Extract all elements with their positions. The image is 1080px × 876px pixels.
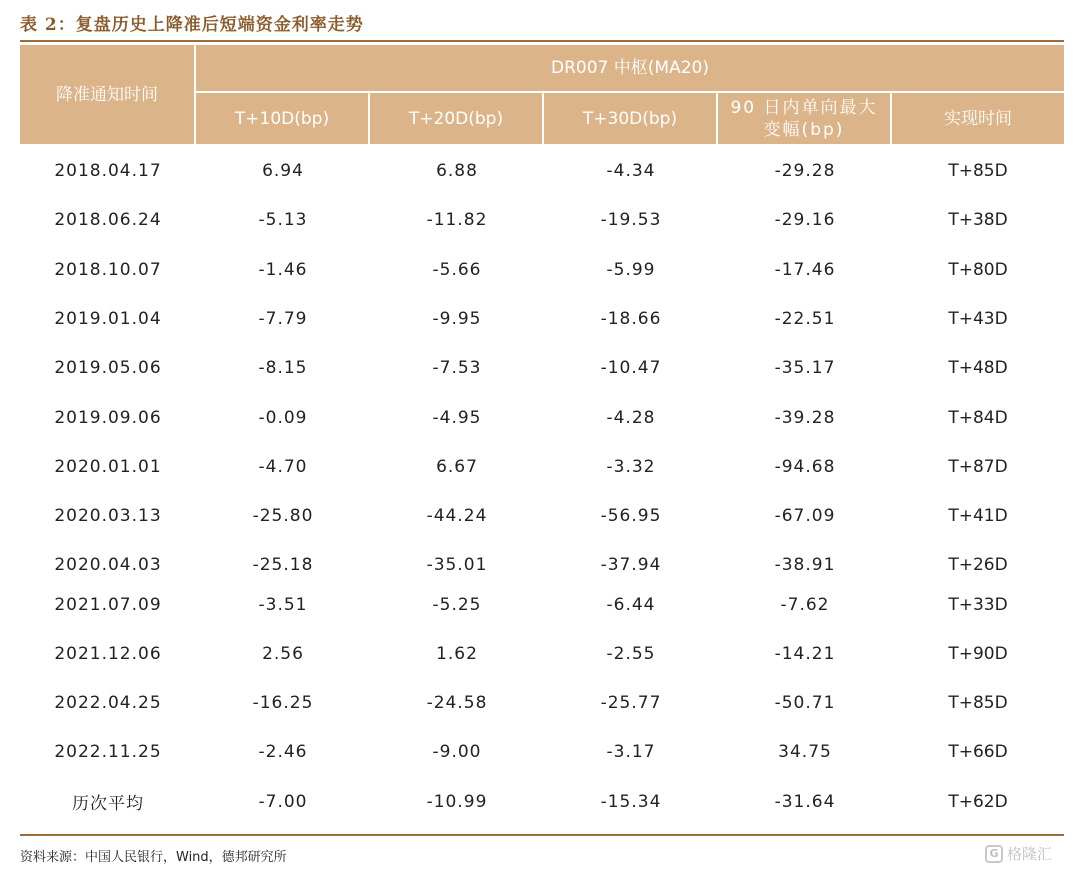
cell-t10: -16.25	[252, 692, 314, 713]
table-row-average	[20, 777, 1064, 826]
table-row	[20, 146, 1064, 195]
table-row	[20, 294, 1064, 343]
cell-max-change: 34.75	[778, 741, 832, 762]
cell-t10: -5.13	[258, 209, 308, 230]
cell-t20: -7.53	[432, 357, 482, 378]
cell-date: 2018.06.24	[54, 209, 162, 230]
cell-max-change: -50.71	[774, 692, 836, 713]
table-row	[20, 393, 1064, 442]
cell-t20: -10.99	[426, 791, 488, 812]
cell-max-change: -39.28	[774, 407, 836, 428]
cell-t20: -5.66	[432, 259, 482, 280]
cell-t30: -25.77	[600, 692, 662, 713]
cell-t10: -25.80	[252, 505, 314, 526]
top-rule	[20, 40, 1064, 42]
header-date-column	[20, 45, 194, 144]
table-row	[20, 245, 1064, 294]
cell-max-change: -31.64	[774, 791, 836, 812]
cell-t30: -3.17	[606, 741, 656, 762]
cell-t30: -3.32	[606, 456, 656, 477]
cell-t30: -15.34	[600, 791, 662, 812]
header-group	[196, 45, 1064, 91]
cell-t20: -9.00	[432, 741, 482, 762]
cell-t10: -0.09	[258, 407, 308, 428]
header-max-change	[718, 93, 890, 144]
cell-t10: -7.00	[258, 791, 308, 812]
cell-t10: -1.46	[258, 259, 308, 280]
cell-t10: 6.94	[262, 160, 304, 181]
table-row	[20, 343, 1064, 392]
cell-max-change: -29.16	[774, 209, 836, 230]
cell-t20: -4.95	[432, 407, 482, 428]
cell-t10: -25.18	[252, 554, 314, 575]
cell-max-change: -17.46	[774, 259, 836, 280]
cell-date: 2018.10.07	[54, 259, 162, 280]
header-t20-label: T+20D(bp)	[408, 108, 504, 129]
table-row	[20, 442, 1064, 491]
table-row	[20, 195, 1064, 244]
cell-realize-time: T+84D	[948, 407, 1008, 428]
cell-max-change: -38.91	[774, 554, 836, 575]
cell-realize-time: T+41D	[948, 505, 1008, 526]
cell-date: 2022.11.25	[54, 741, 162, 762]
cell-t20: -9.95	[432, 308, 482, 329]
cell-realize-time: T+90D	[948, 643, 1008, 664]
cell-t30: -18.66	[600, 308, 662, 329]
cell-t10: -2.46	[258, 741, 308, 762]
header-date-label: 降准通知时间	[56, 84, 158, 105]
cell-max-change: -67.09	[774, 505, 836, 526]
header-t10-label: T+10D(bp)	[234, 108, 330, 129]
cell-t30: -2.55	[606, 643, 656, 664]
cell-date: 2020.03.13	[54, 505, 162, 526]
cell-t10: -8.15	[258, 357, 308, 378]
cell-date: 2022.04.25	[54, 692, 162, 713]
cell-max-change: -14.21	[774, 643, 836, 664]
cell-t30: -56.95	[600, 505, 662, 526]
table-row	[20, 580, 1064, 629]
cell-t30: -6.44	[606, 594, 656, 615]
header-realize-time-label: 实现时间	[944, 108, 1012, 129]
cell-t20: -35.01	[426, 554, 488, 575]
cell-t10: -4.70	[258, 456, 308, 477]
cell-realize-time: T+48D	[948, 357, 1008, 378]
cell-t20: -11.82	[426, 209, 488, 230]
header-t30	[544, 93, 716, 144]
cell-t20: -44.24	[426, 505, 488, 526]
cell-realize-time: T+38D	[948, 209, 1008, 230]
header-t20	[370, 93, 542, 144]
cell-t20: 6.67	[436, 456, 478, 477]
cell-t10: -3.51	[258, 594, 308, 615]
header-t10	[196, 93, 368, 144]
cell-realize-time: T+85D	[948, 692, 1008, 713]
bottom-rule	[20, 834, 1064, 836]
cell-max-change: -94.68	[774, 456, 836, 477]
cell-date: 2019.01.04	[54, 308, 162, 329]
cell-t20: -24.58	[426, 692, 488, 713]
cell-date: 2019.05.06	[54, 357, 162, 378]
cell-max-change: -7.62	[780, 594, 830, 615]
cell-t30: -37.94	[600, 554, 662, 575]
table-row	[20, 727, 1064, 776]
cell-t30: -4.34	[606, 160, 656, 181]
header-t30-label: T+30D(bp)	[582, 108, 678, 129]
header-group-label: DR007 中枢(MA20)	[551, 58, 709, 78]
watermark-text: 格隆汇	[1007, 845, 1053, 863]
cell-t30: -10.47	[600, 357, 662, 378]
cell-date: 2021.12.06	[54, 643, 162, 664]
cell-t10: -7.79	[258, 308, 308, 329]
source-note: 资料来源：中国人民银行，Wind，德邦研究所	[20, 850, 287, 865]
table-row	[20, 491, 1064, 540]
gelonghui-logo-icon: G	[985, 845, 1003, 863]
cell-date: 2019.09.06	[54, 407, 162, 428]
cell-date: 2021.07.09	[54, 594, 162, 615]
header-realize-time	[892, 93, 1064, 144]
table-row	[20, 678, 1064, 727]
table-title: 表 2：复盘历史上降准后短端资金利率走势	[20, 15, 364, 35]
cell-realize-time: T+80D	[948, 259, 1008, 280]
cell-t20: -5.25	[432, 594, 482, 615]
cell-t20: 6.88	[436, 160, 478, 181]
cell-date: 2020.01.01	[54, 456, 162, 477]
table-row	[20, 629, 1064, 678]
cell-date: 2020.04.03	[54, 554, 162, 575]
cell-date: 2018.04.17	[54, 160, 162, 181]
cell-realize-time: T+66D	[948, 741, 1008, 762]
cell-t30: -19.53	[600, 209, 662, 230]
cell-realize-time: T+26D	[948, 554, 1008, 575]
cell-t30: -4.28	[606, 407, 656, 428]
header-max-change-label: 90 日内单向最大变幅(bp)	[730, 97, 878, 140]
cell-max-change: -35.17	[774, 357, 836, 378]
cell-realize-time: T+43D	[948, 308, 1008, 329]
cell-t10: 2.56	[262, 643, 304, 664]
cell-max-change: -29.28	[774, 160, 836, 181]
cell-realize-time: T+33D	[948, 594, 1008, 615]
cell-realize-time: T+85D	[948, 160, 1008, 181]
cell-t30: -5.99	[606, 259, 656, 280]
cell-t20: 1.62	[436, 643, 478, 664]
cell-max-change: -22.51	[774, 308, 836, 329]
cell-realize-time: T+62D	[948, 791, 1008, 812]
watermark	[985, 843, 1052, 864]
cell-realize-time: T+87D	[948, 456, 1008, 477]
cell-date: 历次平均	[72, 794, 144, 814]
